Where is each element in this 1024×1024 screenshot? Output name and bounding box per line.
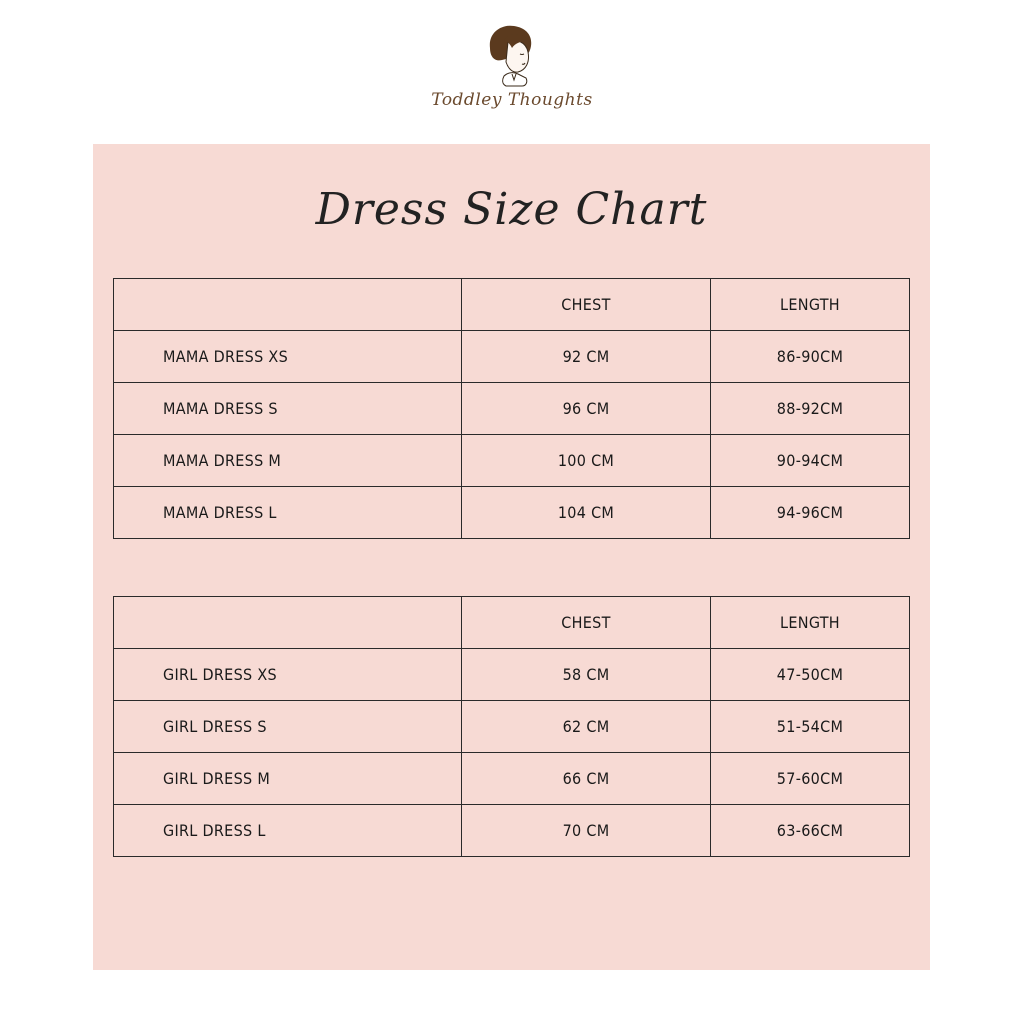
header-cell-blank bbox=[114, 279, 462, 331]
size-name: MAMA DRESS M bbox=[114, 435, 462, 487]
chest-value: 58 CM bbox=[462, 649, 711, 701]
table-row bbox=[114, 753, 910, 805]
chest-value: 70 CM bbox=[462, 805, 711, 857]
mama-size-table bbox=[113, 278, 910, 539]
table-header-row bbox=[114, 279, 910, 331]
chest-value: 92 CM bbox=[462, 331, 711, 383]
table-row bbox=[114, 331, 910, 383]
header-cell-chest: CHEST bbox=[462, 597, 711, 649]
table-row bbox=[114, 649, 910, 701]
table-row bbox=[114, 435, 910, 487]
girl-avatar-icon bbox=[482, 20, 542, 88]
chest-value: 96 CM bbox=[462, 383, 711, 435]
size-name: GIRL DRESS M bbox=[114, 753, 462, 805]
length-value: 47-50CM bbox=[711, 649, 910, 701]
chest-value: 104 CM bbox=[462, 487, 711, 539]
length-value: 86-90CM bbox=[711, 331, 910, 383]
length-value: 51-54CM bbox=[711, 701, 910, 753]
header-cell-length: LENGTH bbox=[711, 279, 910, 331]
size-name: GIRL DRESS L bbox=[114, 805, 462, 857]
length-value: 94-96CM bbox=[711, 487, 910, 539]
brand-name: Toddley Thoughts bbox=[431, 90, 593, 110]
table-row bbox=[114, 383, 910, 435]
table-row bbox=[114, 487, 910, 539]
chest-value: 62 CM bbox=[462, 701, 711, 753]
chart-title: Dress Size Chart bbox=[315, 184, 708, 235]
brand-logo bbox=[412, 20, 612, 135]
length-value: 63-66CM bbox=[711, 805, 910, 857]
girl-size-table bbox=[113, 596, 910, 857]
chest-value: 100 CM bbox=[462, 435, 711, 487]
size-name: MAMA DRESS L bbox=[114, 487, 462, 539]
length-value: 57-60CM bbox=[711, 753, 910, 805]
header-cell-blank bbox=[114, 597, 462, 649]
size-chart-panel bbox=[93, 144, 930, 970]
table-row bbox=[114, 805, 910, 857]
length-value: 90-94CM bbox=[711, 435, 910, 487]
table-header-row bbox=[114, 597, 910, 649]
header-cell-length: LENGTH bbox=[711, 597, 910, 649]
size-name: MAMA DRESS S bbox=[114, 383, 462, 435]
length-value: 88-92CM bbox=[711, 383, 910, 435]
chest-value: 66 CM bbox=[462, 753, 711, 805]
size-name: GIRL DRESS XS bbox=[114, 649, 462, 701]
table-row bbox=[114, 701, 910, 753]
size-name: GIRL DRESS S bbox=[114, 701, 462, 753]
size-name: MAMA DRESS XS bbox=[114, 331, 462, 383]
header-cell-chest: CHEST bbox=[462, 279, 711, 331]
